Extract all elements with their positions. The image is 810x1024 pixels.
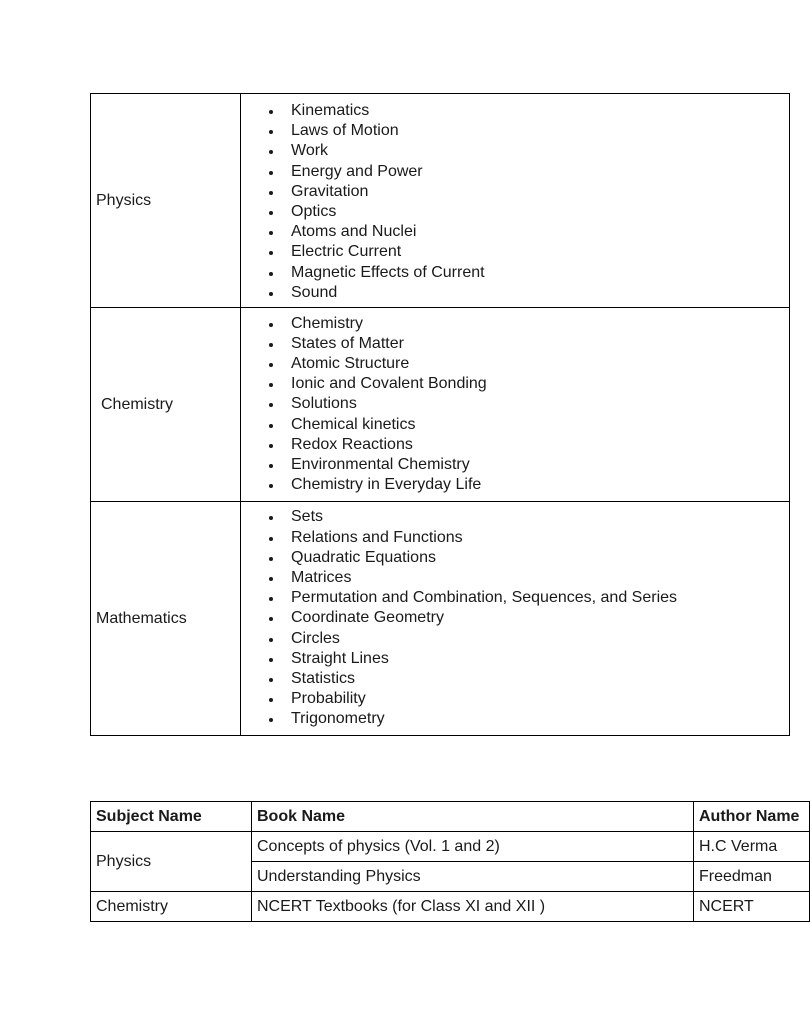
topics-cell	[241, 502, 790, 736]
subject-name-cell: Physics	[91, 94, 241, 308]
topics-cell	[241, 94, 790, 308]
topic-list-item: Atoms and Nuclei	[291, 222, 789, 242]
topics-cell	[241, 308, 790, 502]
topic-list-item: Gravitation	[291, 182, 789, 202]
topic-list-item: Laws of Motion	[291, 121, 789, 141]
table-row	[91, 502, 790, 736]
topic-list-item: Atomic Structure	[291, 354, 789, 374]
column-header-author: Author Name	[694, 802, 810, 832]
topic-list-item: Chemistry	[291, 314, 789, 334]
table-row	[91, 832, 810, 862]
table-header-row	[91, 802, 810, 832]
table-row	[91, 308, 790, 502]
book-cell: Understanding Physics	[252, 862, 694, 892]
table-row	[91, 892, 810, 922]
subject-name-cell: Chemistry	[91, 308, 241, 502]
topic-list-item: Straight Lines	[291, 649, 789, 669]
topic-list-item: Optics	[291, 202, 789, 222]
column-header-subject: Subject Name	[91, 802, 252, 832]
topic-list	[241, 507, 789, 729]
topic-list-item: Magnetic Effects of Current	[291, 263, 789, 283]
subject-name-cell: Mathematics	[91, 502, 241, 736]
topic-list	[241, 98, 789, 303]
column-header-book: Book Name	[252, 802, 694, 832]
book-cell: Concepts of physics (Vol. 1 and 2)	[252, 832, 694, 862]
subject-cell: Chemistry	[91, 892, 252, 922]
author-cell: H.C Verma	[694, 832, 810, 862]
topic-list-item: Coordinate Geometry	[291, 608, 789, 628]
topic-list-item: Environmental Chemistry	[291, 455, 789, 475]
topic-list-item: Trigonometry	[291, 709, 789, 729]
topic-list-item: Circles	[291, 629, 789, 649]
topic-list-item: Electric Current	[291, 242, 789, 262]
topic-list-item: Chemistry in Everyday Life	[291, 475, 789, 495]
topic-list-item: Sets	[291, 507, 789, 527]
topic-list-item: Redox Reactions	[291, 435, 789, 455]
topic-list-item: Energy and Power	[291, 162, 789, 182]
topic-list-item: Kinematics	[291, 101, 789, 121]
topic-list-item: Work	[291, 141, 789, 161]
topic-list-item: Chemical kinetics	[291, 415, 789, 435]
topic-list-item: Sound	[291, 283, 789, 303]
topic-list-item: Quadratic Equations	[291, 548, 789, 568]
author-cell: Freedman	[694, 862, 810, 892]
table-row	[91, 94, 790, 308]
author-cell: NCERT	[694, 892, 810, 922]
topic-list-item: Ionic and Covalent Bonding	[291, 374, 789, 394]
topic-list-item: Probability	[291, 689, 789, 709]
topic-list-item: Solutions	[291, 394, 789, 414]
subject-topics-table	[90, 93, 790, 736]
subject-cell: Physics	[91, 832, 252, 892]
topic-list-item: States of Matter	[291, 334, 789, 354]
topic-list-item: Matrices	[291, 568, 789, 588]
topic-list-item: Relations and Functions	[291, 528, 789, 548]
reference-books-table	[90, 801, 810, 922]
book-cell: NCERT Textbooks (for Class XI and XII )	[252, 892, 694, 922]
topic-list-item: Permutation and Combination, Sequences, and Series	[291, 588, 789, 608]
topic-list	[241, 314, 789, 496]
topic-list-item: Statistics	[291, 669, 789, 689]
